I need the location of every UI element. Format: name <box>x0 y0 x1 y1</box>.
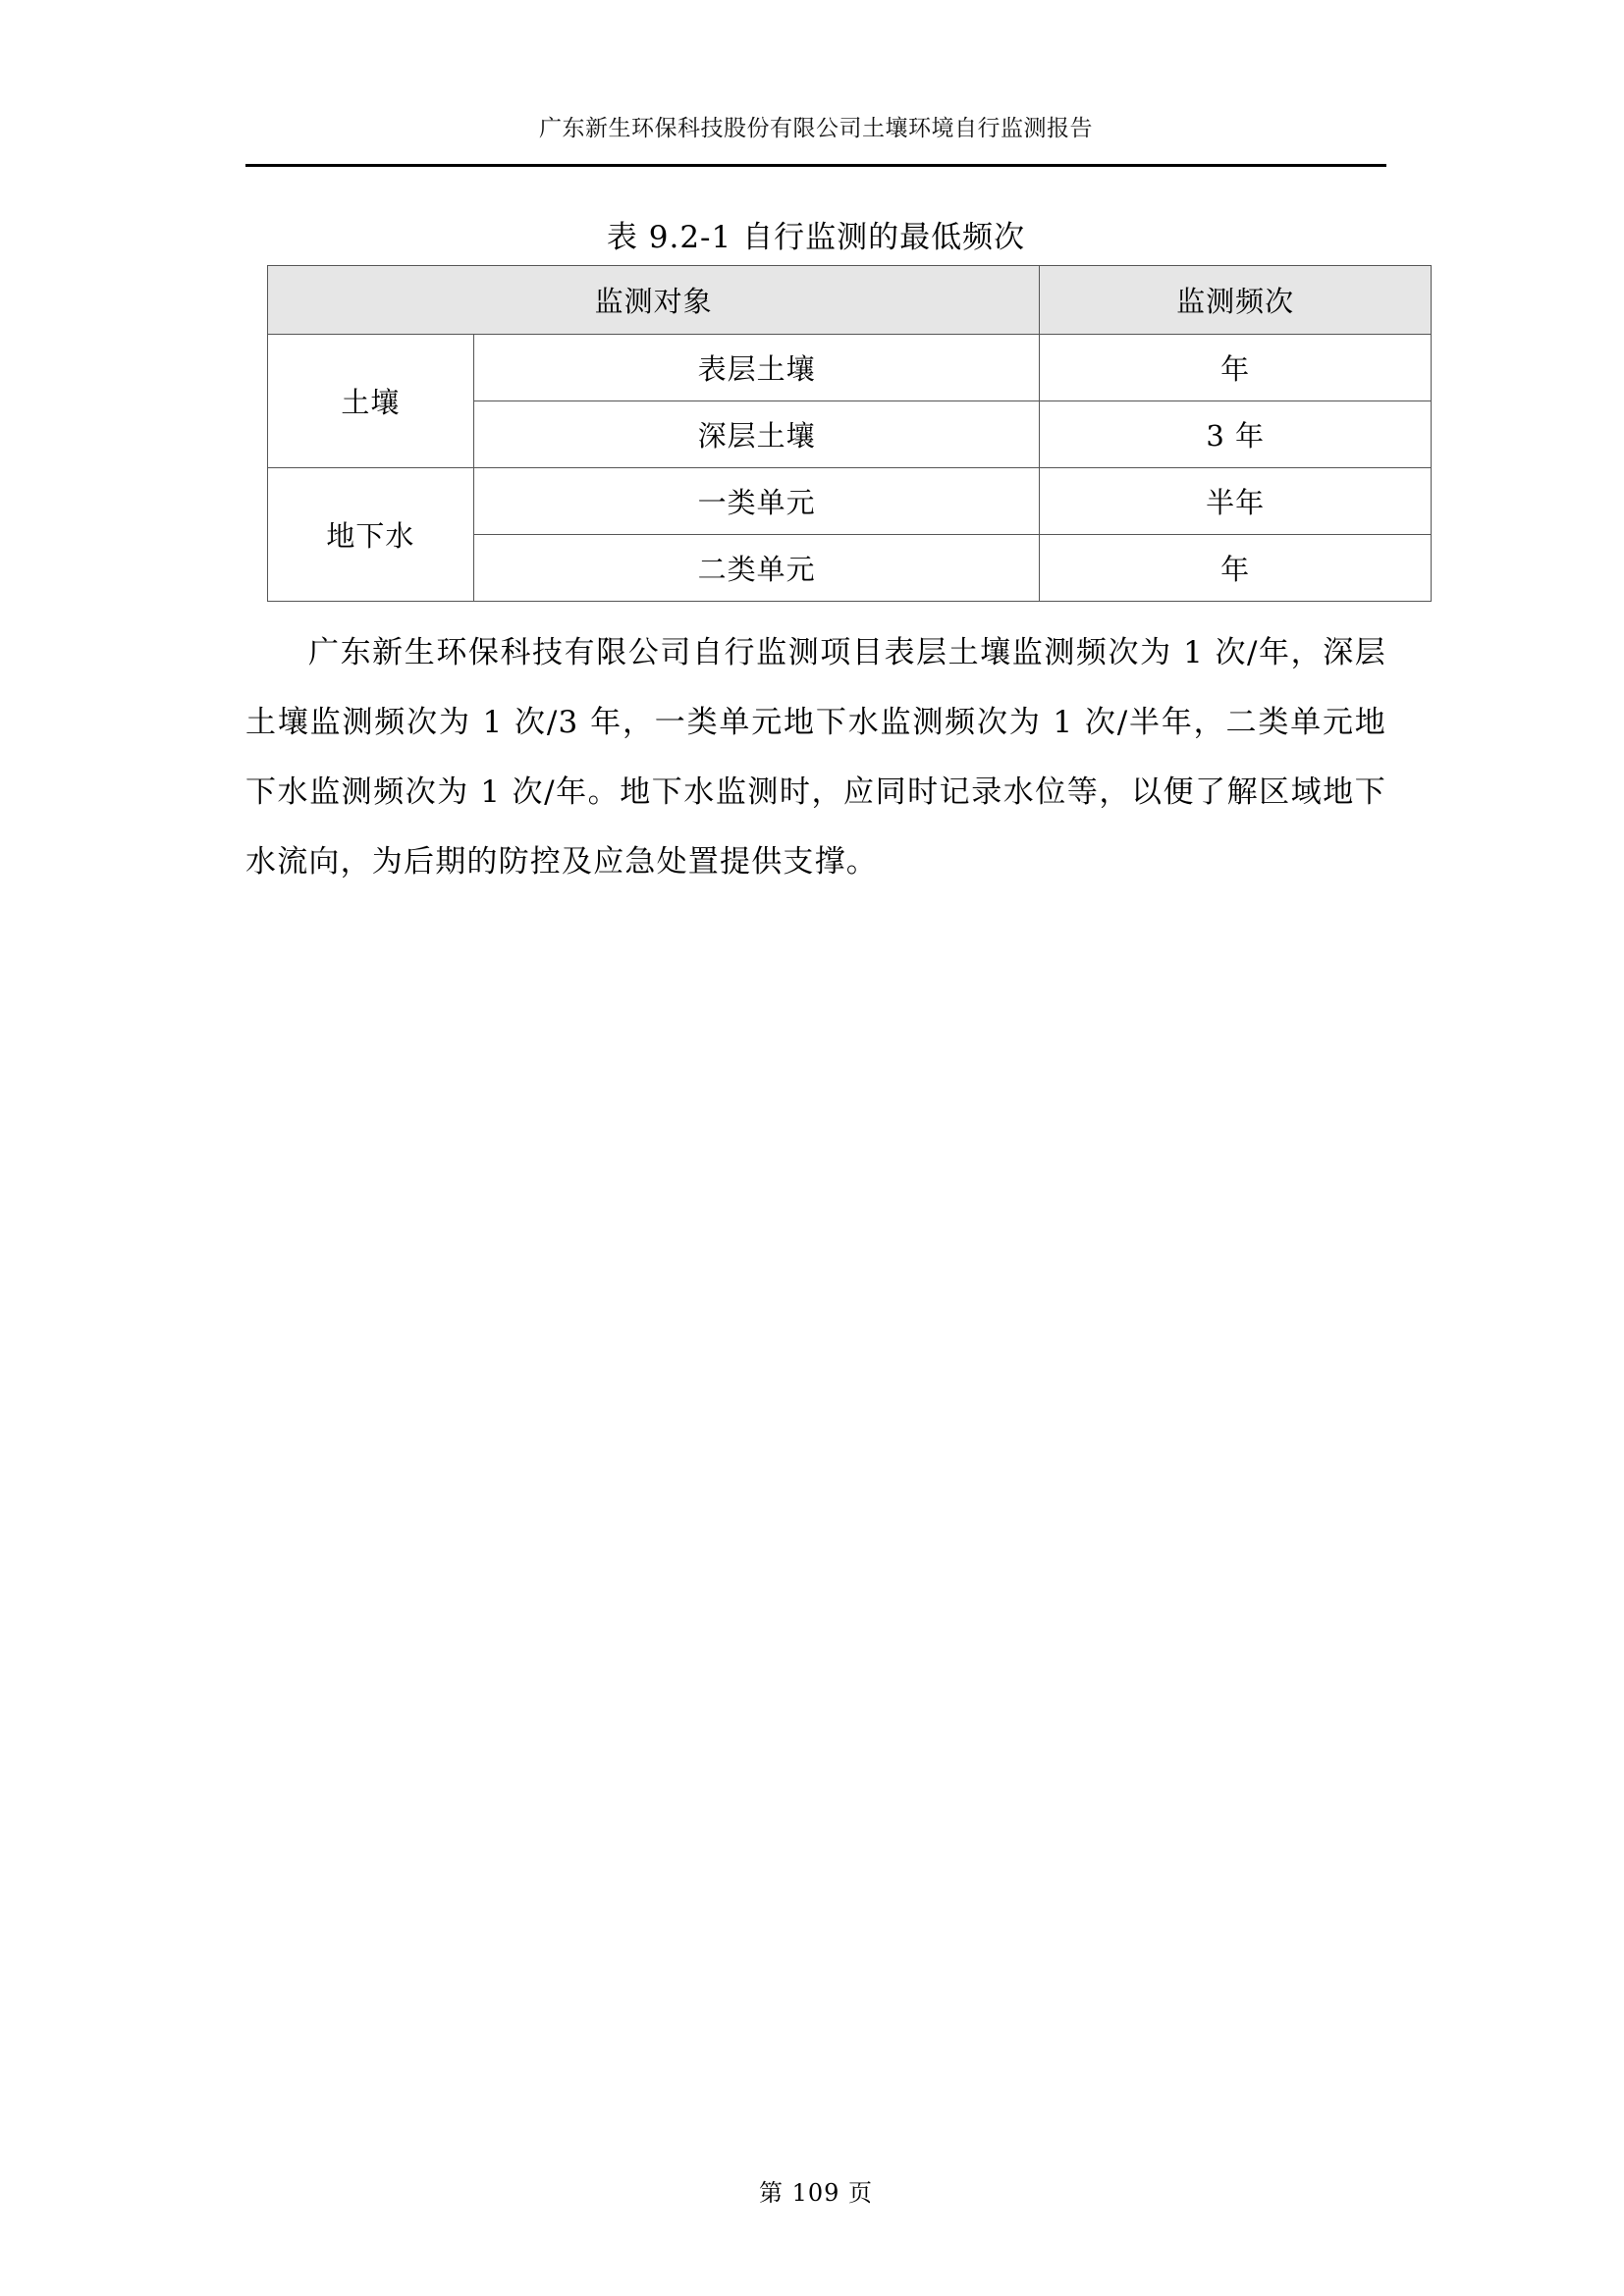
item-cell: 二类单元 <box>473 535 1040 602</box>
monitoring-frequency-table <box>267 265 1432 602</box>
header-monitoring-object: 监测对象 <box>268 266 1040 335</box>
category-cell-soil: 土壤 <box>268 335 474 468</box>
table-caption: 表 9.2-1 自行监测的最低频次 <box>606 220 1026 255</box>
table-header-row <box>268 266 1432 335</box>
table-row <box>268 335 1432 401</box>
header-divider <box>245 164 1386 167</box>
frequency-cell: 3 年 <box>1040 401 1432 468</box>
category-cell-groundwater: 地下水 <box>268 468 474 602</box>
frequency-cell: 年 <box>1040 335 1432 401</box>
item-cell: 一类单元 <box>473 468 1040 535</box>
table-row <box>268 468 1432 535</box>
frequency-cell: 半年 <box>1040 468 1432 535</box>
item-cell: 表层土壤 <box>473 335 1040 401</box>
frequency-cell: 年 <box>1040 535 1432 602</box>
item-cell: 深层土壤 <box>473 401 1040 468</box>
header-monitoring-frequency: 监测频次 <box>1040 266 1432 335</box>
page-number: 第 109 页 <box>758 2179 874 2207</box>
page-header: 广东新生环保科技股份有限公司土壤环境自行监测报告 <box>539 116 1093 141</box>
body-paragraph: 广东新生环保科技有限公司自行监测项目表层土壤监测频次为 1 次/年，深层土壤监测频次为 1 次/3 年，一类单元地下水监测频次为 1 次/半年，二类单元地下水监测频次为 1 次/年。地下水监测时，应同时记录水位等，以便了解区域地下水流向，为后期的防控及应急处置提供支撑。 <box>245 635 1386 880</box>
